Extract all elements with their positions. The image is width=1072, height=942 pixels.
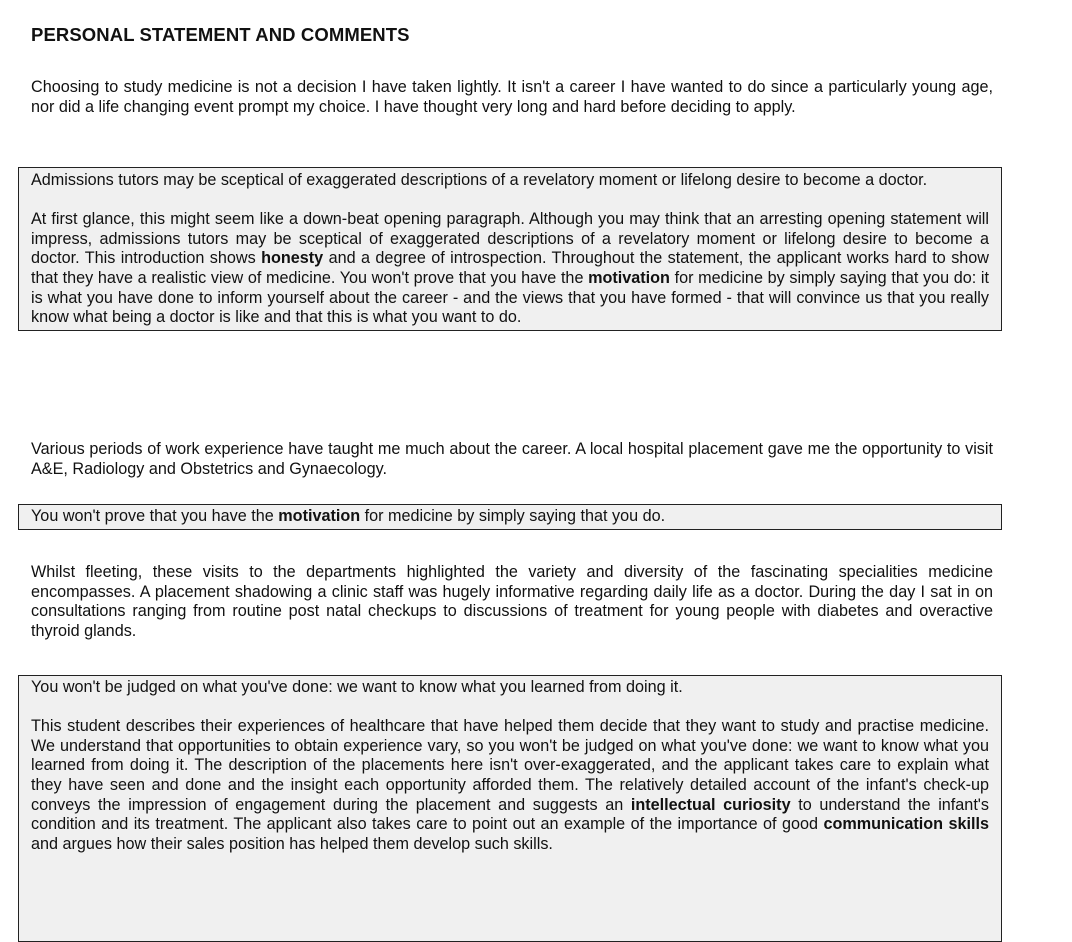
highlight-honesty: honesty [261, 249, 324, 268]
comment-box-experience [18, 675, 1002, 942]
statement-paragraph-3: Whilst fleeting, these visits to the departments highlighted the variety and diversity of the fascinating specialities medicine encompasses. A placement shadowing a clinic staff was hugely informative regarding daily life as a doctor. During the day I sat in on consultations ranging from routine post natal checkups to discussions of treatment for young people with diabetes and overactive thyroid glands. [31, 563, 993, 640]
comment-summary [31, 507, 989, 527]
comment-text: and a degree of introspection. Throughout the statement, the applicant works hard to show that they have a realistic view of medicine. You won't prove that you have the [31, 249, 989, 287]
highlight-motivation: motivation [588, 268, 670, 287]
comment-text: At first glance, this might seem like a down-beat opening paragraph. Although you may think that an arresting opening statement will impress, admissions tutors may be sceptical of exaggerated descriptions of a revelatory moment or lifelong desire to become a doctor. This introduction shows [31, 210, 989, 268]
statement-paragraph-1: Choosing to study medicine is not a decision I have taken lightly. It isn't a career I have wanted to do since a particularly young age, nor did a life changing event prompt my choice. I have thought very long and hard before deciding to apply. [31, 78, 993, 116]
highlight-intellectual-curiosity: intellectual curiosity [630, 795, 791, 814]
comment-summary: Admissions tutors may be sceptical of exaggerated descriptions of a revelatory moment or lifelong desire to become a doctor. [31, 171, 928, 189]
comment-detail [31, 717, 989, 854]
comment-text: This student describes their experiences of healthcare that have helped them decide that they want to study and practise medicine. We understand that opportunities to obtain experience vary, so you won't be judged on what you've done: we want to know what you learned from doing it. The description of the placements here isn't over-exaggerated, and the applicant takes care to explain what they have seen and done and the insight each opportunity afforded them. The relatively detailed account of the infant's check-up conveys the impression of engagement during the placement and suggests an [31, 717, 989, 814]
comment-text: You won't prove that you have the [31, 507, 279, 525]
highlight-communication-skills: communication skills [823, 815, 989, 834]
comment-detail [31, 210, 989, 328]
highlight-motivation: motivation [278, 507, 361, 525]
comment-summary: You won't be judged on what you've done: we want to know what you learned from doing it. [31, 678, 683, 696]
comment-box-motivation [18, 504, 1002, 530]
comment-text: to understand the infant's condition and its treatment. The applicant also takes care to point out an example of the importance of good [31, 795, 989, 834]
comment-text: and argues how their sales position has helped them develop such skills. [31, 834, 553, 853]
page-title: PERSONAL STATEMENT AND COMMENTS [31, 24, 410, 45]
comment-text: for medicine by simply saying that you do: it is what you have done to inform yourself about the career - and the views that you have formed - that will convince us that you really know what being a doctor is like and that this is what you want to do. [31, 268, 989, 327]
statement-paragraph-2: Various periods of work experience have taught me much about the career. A local hospital placement gave me the opportunity to visit A&E, Radiology and Obstetrics and Gynaecology. [31, 440, 993, 478]
comment-text: for medicine by simply saying that you do. [360, 507, 666, 525]
comment-box-honesty [18, 167, 1002, 331]
